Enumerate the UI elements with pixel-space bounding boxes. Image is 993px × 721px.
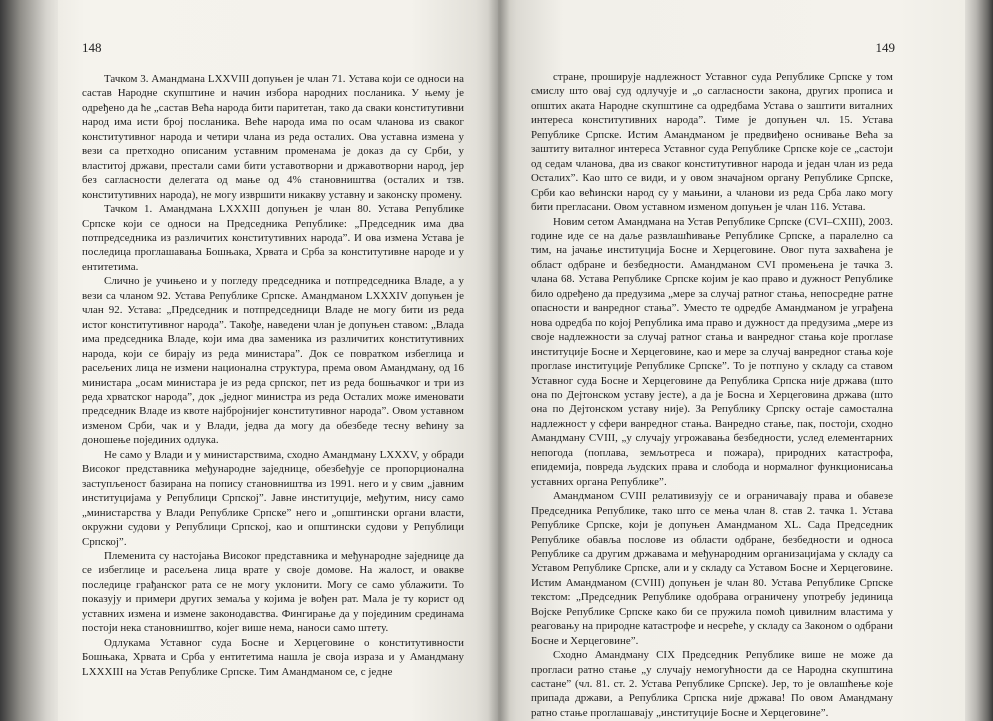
paragraph: Не само у Влади и у министарствима, сходно Амандману LXXXV, у обради Високог представника међународне заједнице, обезбеђује се пропорционална заступљеност базирана на попису становништва из 1991. него и у свим „јавним институцијама у Републици Српској”. Јавне институције, међутим, нису само „министарства у Влади Републике Српске” него и „општински органи власти, окружни судови у Републици Српској, као и општински судови у Републици Српској”. xyxy=(82,448,464,548)
left-page-text xyxy=(82,72,464,679)
book-edge-right xyxy=(965,0,993,721)
book-gutter-shadow xyxy=(488,0,510,721)
book-edge-left xyxy=(0,0,58,721)
paragraph: Новим сетом Амандмана на Устав Републике Српске (CVI–CXIII), 2003. године иде се на даље развлашћивање Републике Српске, а паралелно са тим, на јачање институција Босне и Херцеговине. Овог пута захваћена је област одбране и безбедности. Амандманом CVI промењена је тачка 3. члана 68. Устава Републике Српске којим је као право и дужност Републике било одређено да предузима „мере за случај ратног стања, непосредне ратне опасности и ванредног стања”. Уместо те одредбе Амандманом је уграђена нова одредба по којој Република има право и дужност да предузима „мере из своје надлежности за случај ратног стања и ванредног стања које проглase институције Босне и Херцеговине, као и мере за случај ванредног стања које проглase институције Републике Српске”. То је потпуно у складу са ставом Уставног суда Босне и Херцеговине да Република Српска није држава (што она по Дејтонском уставу јесте), а да је Босна и Херцеговина држава (што она по Дејтонском уставу није). За Републику Српску остаје самостална надлежност у сфери ванредног стања. Ванредно стање, пак, постоји, сходно Амандману CVIII, „у случају угрожавања безбедности, услед елементарних непогода (поплава, земљотреса и пожара), природних катастрофа, епидемија, повреда људских права и слобода и нормалног функционисања уставних органа Републике”. xyxy=(531,215,893,488)
page-number-right: 149 xyxy=(875,40,895,55)
paragraph: Тачком 3. Амандмана LXXVIII допуњен је члан 71. Устава који се односи на састав Народне скупштине и начин избора народних посланика. У њему је одређено да ће „састав Већа народа бити паритетан, тако да сваки конститутивни народ има исти број посланика. Веће народа има по осам чланова из сваког конститутивног народа и четири члана из реда осталих. Ова уставна измена у вези са претходно описаним уставним променама је доказ да су Срби, у властитој држави, престали сами бити уставотворни и државотворни народ, јер без сагласности делегата од мање од 4% становништва (осталих и тзв. конститутивних народа), не могу извршити никакву уставну и законску промену. xyxy=(82,73,464,201)
paragraph: Слично је учињено и у погледу председника и потпредседника Владе, а у вези са чланом 92. Устава Републике Српске. Амандманом LXXXIV допуњен је члан 92. Устава: „Председник и потпредседници Владе не могу бити из реда истог конститутивног народа”. Такође, наведени члан је допуњен ставом: „Влада има председника Владе, који има два заменика из различитих конститутивних народа, који се бирају из реда министара”. Док се повратком избеглица и расељених лица не измени национална структура, према овом Амандману, од 16 министара „осам министара је из реда српског, пет из реда бошњачког и три из реда хрватског народа”, док „једног министра из реда Осталих може именовати председник Владе из квоте најбројнијег конститутивног народа”. Овом уставном изменом Срби, чак и у Влади, једва да могу да обезбеде тесну већину за доношење појединих одлука. xyxy=(82,275,464,447)
left-page xyxy=(58,0,498,721)
page-number-left: 148 xyxy=(82,40,102,55)
paragraph: Племенита су настојања Високог представника и међународне заједнице да се избеглице и расељена лица врате у своје домове. На жалост, и овакве последице грађанског рата се не могу уклонити. Могу се само ублажити. То показују и примери других земаља у којима је вођен рат. Мала је ту корист од уставних измена и измене законодавства. Фингирање да у појединим срединама постоји нека становништво, којег више нема, наноси само штету. xyxy=(82,549,464,635)
paragraph: Амандманом CVIII релативизују се и ограничавају права и обавезе Председника Републике, тако што се мења члан 8. став 2. тачка 1. Устава Републике Српске, који је допуњен Амандманом XL. Сада Председник Републике обавља послове из области одбране, безбедности и односа Републике са другим државама и међународним организацијама у складу са Уставом Републике Српске, али и у складу са Уставом Босне и Херцеговине. Истим Амандманом (CVIII) допуњен је члан 80. Устава Републике Српске текстом: „Председник Републике одобрава ограничену употребу јединица Војске Републике Српске како би се пружила помоћ цивилним властима у реаговању на природне катастрофе и несреће, у складу са Законом о одбрани Босне и Херцеговине”. xyxy=(531,490,893,647)
paragraph: Одлукама Уставног суда Босне и Херцеговине о конститутивности Бошњака, Хрвата и Срба у ентитетима нашла је своја израза и у Амандману LXXXIII на Устав Републике Српске. Тим Амандманом се, с једне xyxy=(82,636,464,678)
paragraph: Сходно Амандману CIX Председник Републике више не може да прогласи ратно стање „у случају немогућности да се Народна скупштина састане” (чл. 81. ст. 2. Устава Републике Српске). Јер, то је овлашћење које припада држави, а Република Српска није држава! По овом Амандману ратно стање проглашавају „институције Босне и Херцеговине”. xyxy=(531,649,893,719)
paragraph: Тачком 1. Амандмана LXXXIII допуњен је члан 80. Устава Републике Српске који се односи на Председника Републике: „Председник има два потпредседника из различитих конститутивних народа”. И ова измена Устава је последица проглашавања Бошњака, Хрвата и Срба за конститутивне народе и у ентитетима. xyxy=(82,203,464,273)
paragraph: стране, проширује надлежност Уставног суда Републике Српске у том смислу што овај суд одлучује и „о сагласности закона, других прописа и општих аката Народне скупштине са одредбама Устава о заштити виталних интереса конститутивних народа”. Тиме је допуњен чл. 15. Устава Републике Српске. Истим Амандманом је предвиђено оснивање Већа за заштиту виталног интереса Уставног суда Републике Српске које се „састоји од седам чланова, два из сваког конститутивног народа и један члан из реда Осталих”. Као што се види, и у овом значајном органу Републике Српске, Срби као већински народ су у мањини, а чланови из реда Срба лако могу бити прегласани. Овом уставном изменом допуњен је члан 116. Устава. xyxy=(531,71,893,214)
right-page-text xyxy=(531,70,893,720)
right-page xyxy=(498,0,965,721)
